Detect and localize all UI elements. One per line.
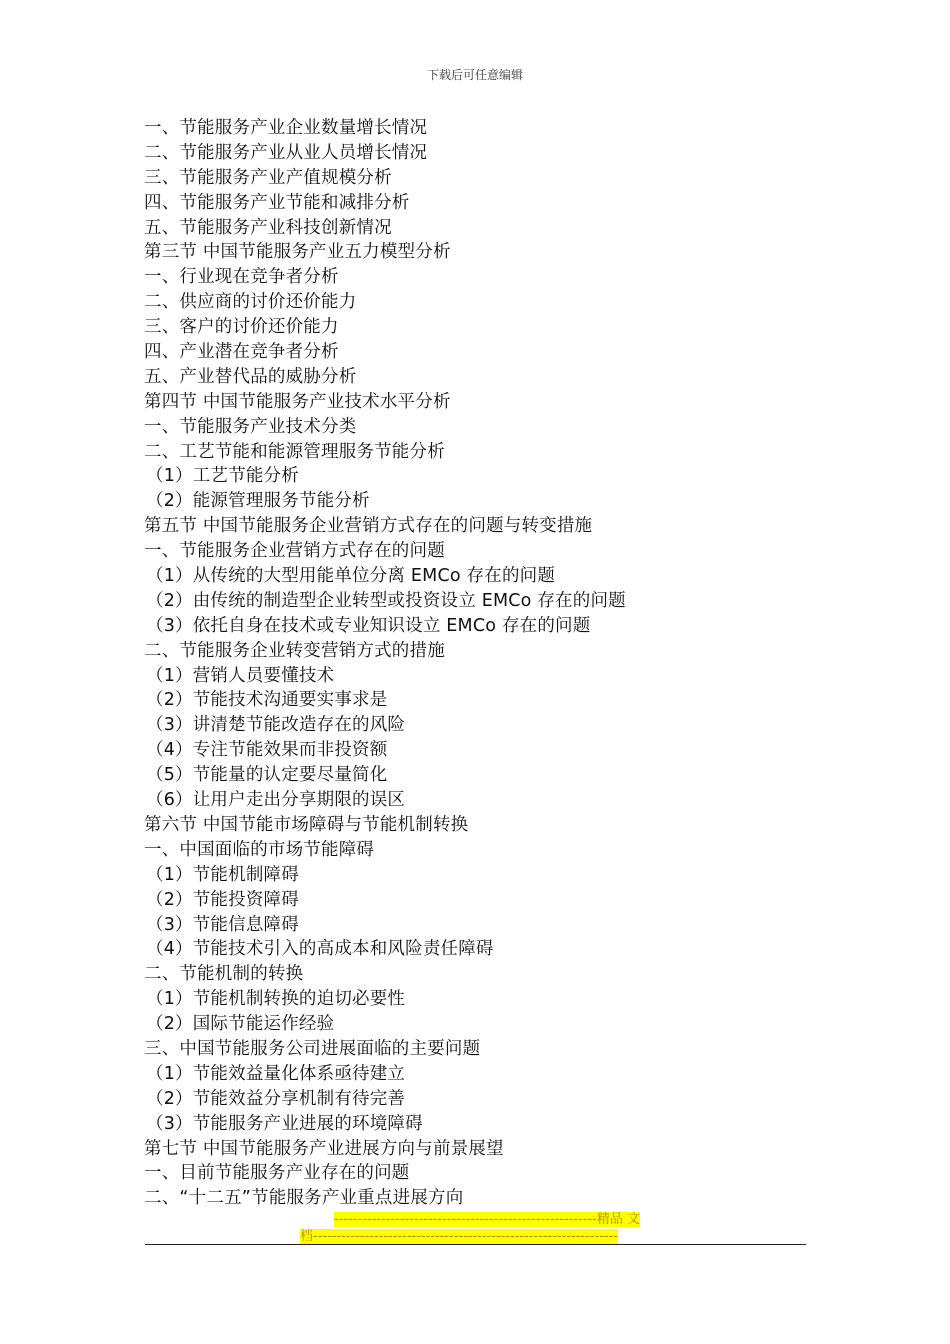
toc-subitem: （3）节能服务产业进展的环境障碍 (146, 1113, 423, 1134)
toc-item: 四、产业潜在竞争者分析 (144, 342, 339, 363)
footer-divider (145, 1244, 806, 1245)
footer-watermark (300, 1211, 640, 1245)
toc-item: 二、节能服务产业从业人员增长情况 (144, 142, 428, 163)
toc-subitem: （1）从传统的大型用能单位分离 EMCo 存在的问题 (146, 566, 556, 587)
toc-section-heading: 第三节 中国节能服务产业五力模型分析 (144, 242, 451, 263)
footer-watermark-line-2: 档----------------------------------------------------------------- (300, 1229, 618, 1244)
toc-item: 一、行业现在竞争者分析 (144, 267, 339, 288)
toc-subitem: （1）工艺节能分析 (146, 466, 299, 487)
toc-section-heading: 第四节 中国节能服务产业技术水平分析 (144, 391, 451, 412)
toc-section-heading: 第七节 中国节能服务产业进展方向与前景展望 (144, 1138, 504, 1159)
toc-item: 三、中国节能服务公司进展面临的主要问题 (144, 1038, 481, 1059)
toc-subitem: （3）讲清楚节能改造存在的风险 (146, 715, 406, 736)
toc-subitem: （1）营销人员要懂技术 (146, 665, 335, 686)
toc-item: 五、节能服务产业科技创新情况 (144, 217, 392, 238)
toc-subitem: （1）节能效益量化体系亟待建立 (146, 1063, 406, 1084)
toc-item: 一、节能服务产业企业数量增长情况 (144, 118, 428, 138)
toc-subitem: （4）节能技术引入的高成本和风险责任障碍 (146, 939, 494, 960)
toc-item: 四、节能服务产业节能和减排分析 (144, 192, 410, 213)
toc-item: 二、节能服务企业转变营销方式的措施 (144, 640, 445, 661)
toc-item: 二、节能机制的转换 (144, 964, 304, 985)
toc-subitem: （2）节能技术沟通要实事求是 (146, 690, 388, 711)
toc-item: 一、中国面临的市场节能障碍 (144, 839, 375, 860)
toc-item: 五、产业替代品的威胁分析 (144, 366, 357, 387)
table-of-contents (144, 116, 824, 1211)
toc-subitem: （2）能源管理服务节能分析 (146, 491, 370, 512)
toc-subitem: （2）由传统的制造型企业转型或投资设立 EMCo 存在的问题 (146, 590, 626, 611)
toc-subitem: （5）节能量的认定要尽量简化 (146, 765, 388, 786)
toc-item: 二、工艺节能和能源管理服务节能分析 (144, 441, 445, 462)
toc-subitem: （3）节能信息障碍 (146, 914, 299, 935)
toc-item: 二、供应商的讨价还价能力 (144, 292, 357, 313)
toc-item: 一、目前节能服务产业存在的问题 (144, 1163, 410, 1184)
toc-subitem: （6）让用户走出分享期限的误区 (146, 790, 406, 811)
toc-section-heading: 第五节 中国节能服务企业营销方式存在的问题与转变措施 (144, 516, 593, 537)
toc-subitem: （2）节能效益分享机制有待完善 (146, 1088, 406, 1109)
toc-item: 一、节能服务产业技术分类 (144, 416, 357, 437)
toc-subitem: （2）节能投资障碍 (146, 889, 299, 910)
toc-subitem: （2）国际节能运作经验 (146, 1014, 335, 1035)
toc-item: 二、“十二五”节能服务产业重点进展方向 (144, 1188, 464, 1209)
page-header: 下载后可任意编辑 (426, 68, 523, 82)
footer-watermark-line-1: --------------------------------------------------------精品 文 (334, 1212, 640, 1227)
toc-item: 三、客户的讨价还价能力 (144, 317, 339, 338)
toc-subitem: （1）节能机制障碍 (146, 864, 299, 885)
toc-section-heading: 第六节 中国节能市场障碍与节能机制转换 (144, 814, 469, 835)
toc-subitem: （4）专注节能效果而非投资额 (146, 740, 388, 761)
toc-item: 一、节能服务企业营销方式存在的问题 (144, 541, 445, 562)
toc-item: 三、节能服务产业产值规模分析 (144, 167, 392, 188)
toc-subitem: （1）节能机制转换的迫切必要性 (146, 989, 406, 1010)
toc-subitem: （3）依托自身在技术或专业知识设立 EMCo 存在的问题 (146, 615, 591, 636)
